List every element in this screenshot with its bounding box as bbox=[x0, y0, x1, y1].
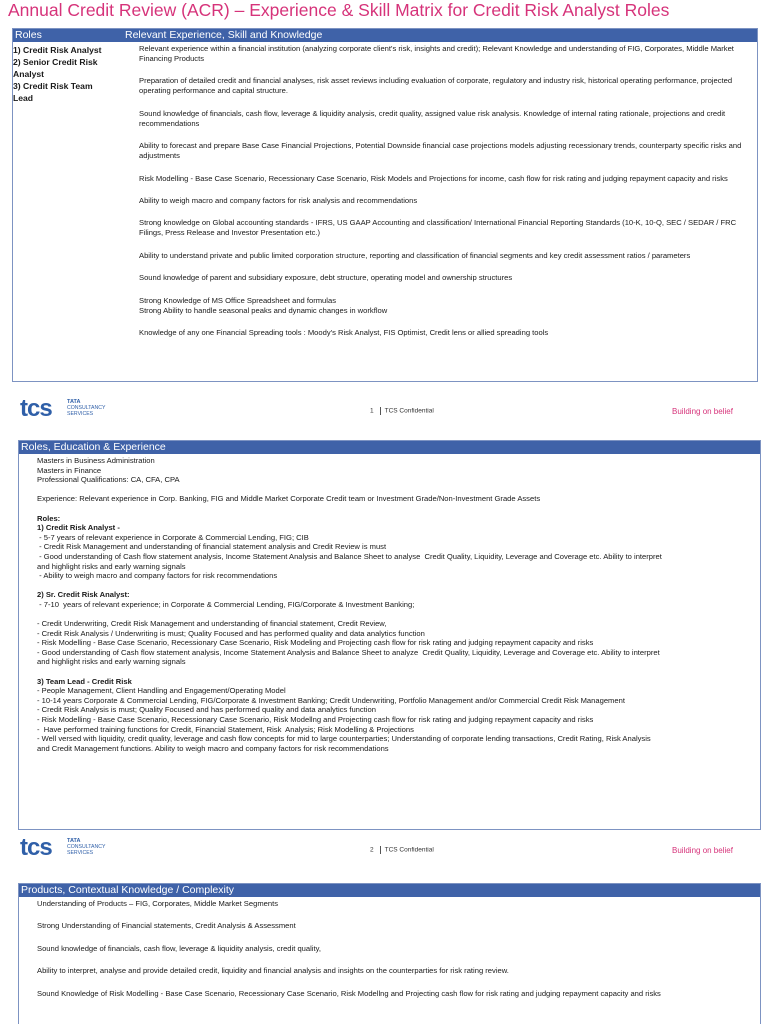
text-line: Masters in Business Administration bbox=[37, 456, 155, 465]
knowledge-item: Sound Knowledge of Risk Modelling - Base Case Scenario, Recessionary Case Scenario, Risk Modellng and Projecting cash flow for risk rating and judging repayment capacity and risks bbox=[37, 988, 661, 998]
blank-line bbox=[37, 610, 760, 620]
text-line: Masters in Finance bbox=[37, 465, 102, 475]
experience-item: Ability to understand private and public limited corporation structure, reporting and classification of financial segments and key credit assessment ratios / parameters bbox=[139, 250, 691, 260]
text-line: - Ability to weigh macro and company factors for risk recommendations bbox=[37, 571, 278, 581]
tagline: Building on belief bbox=[672, 846, 733, 855]
role-item: 3) Credit Risk Team bbox=[13, 81, 93, 91]
text-line: - Good understanding of Cash flow statement analysis, Income Statement Analysis and Balance Sheet to analyze Credit Quality, Liquidity, Leverage and Coverage etc. Ability to interpret bbox=[37, 647, 660, 657]
blank-line bbox=[37, 504, 760, 514]
experience-skill-table bbox=[12, 28, 758, 382]
text-line: - Good understanding of Cash flow statement analysis, Income Statement Analysis and Balance Sheet to analyse Credit Quality, Liquidity, Leverage and Coverage etc. Ability to interpret bbox=[37, 551, 662, 561]
role-item: 1) Credit Risk Analyst bbox=[13, 45, 102, 55]
slide-footer-2 bbox=[0, 836, 768, 860]
section-heading: Roles: bbox=[37, 513, 61, 523]
text-line: - Risk Modelling - Base Case Scenario, Recessionary Case Scenario, Risk Modellng and Projecting cash flow for risk rating and judging repayment capacity and risks bbox=[37, 715, 594, 725]
tcs-logo: tcs TATA CONSULTANCY SERVICES bbox=[20, 395, 106, 422]
text-line: - 5-7 years of relevant experience in Corporate & Commercial Lending, FIG; CIB bbox=[37, 532, 309, 542]
page-number: 1 TCS Confidential bbox=[370, 407, 434, 415]
page-number: 2 TCS Confidential bbox=[370, 846, 434, 854]
text-line: - 10-14 years Corporate & Commercial Lending, FIG/Corporate & Investment Banking; Credit Underwriting, Portfolio Management and/or Commercial Credit Risk Management bbox=[37, 695, 625, 705]
role-item: 2) Senior Credit Risk bbox=[13, 57, 98, 67]
experience-item: Strong Knowledge of MS Office Spreadsheet and formulas Strong Ability to handle seasonal peaks and dynamic changes in workflow bbox=[139, 295, 388, 315]
experience-item: Relevant experience within a financial institution (analyzing corporate client's risk, insights and credit); Relevant Knowledge and understanding of FIG, Corporates, Middle Market Financing Products bbox=[139, 44, 734, 63]
text-line: - People Management, Client Handling and Engagement/Operating Model bbox=[37, 686, 286, 696]
knowledge-item: Understanding of Products – FIG, Corporates, Middle Market Segments bbox=[37, 899, 279, 908]
text-line: and highlight risks and early warning signals bbox=[37, 657, 186, 667]
text-line: - Credit Risk Analysis is must; Quality Focused and has performed quality and data analytics function bbox=[37, 705, 376, 715]
blank-line bbox=[37, 667, 760, 677]
roles-education-content bbox=[19, 454, 760, 753]
experience-item: Sound knowledge of financials, cash flow, leverage & liquidity analysis, credit quality, assigned value risk analysis. Knowledge of internal rating rationale, projections and credit recommendations bbox=[139, 108, 726, 128]
experience-item: Knowledge of any one Financial Spreading tools : Moody's Risk Analyst, FIS Optimist, Credit lens or allied spreading tools bbox=[139, 327, 549, 337]
text-line: - Well versed with liquidity, credit quality, leverage and cash flow concepts for mid to large counterparties; Understanding of corporate lending transactions, Credit Rating, Risk Analysis bbox=[37, 734, 651, 744]
text-line: - Credit Risk Analysis / Underwriting is must; Quality Focused and has performed quality and data analytics function bbox=[37, 628, 425, 638]
tcs-logo: tcs TATA CONSULTANCY SERVICES bbox=[20, 834, 106, 861]
text-line: and Credit Management functions. Ability to weigh macro and company factors for risk recommendations bbox=[37, 743, 389, 753]
text-line: and highlight risks and early warning signals bbox=[37, 561, 186, 571]
knowledge-item: Strong Understanding of Financial statements, Credit Analysis & Assessment bbox=[37, 921, 296, 931]
slide3-header: Products, Contextual Knowledge / Complexity bbox=[19, 884, 760, 897]
experience-item: Sound knowledge of parent and subsidiary exposure, debt structure, operating model and ownership structures bbox=[139, 273, 513, 283]
experience-item: Ability to forecast and prepare Base Case Financial Projections, Potential Downside financial case projections models adjusting recessionary trends, counterparty specific risks and adjustments bbox=[139, 141, 742, 161]
text-line: - Have performed training functions for Credit, Financial Statement, Risk Analysis; Risk Modelling & Projections bbox=[37, 724, 414, 734]
table-header bbox=[13, 29, 757, 42]
text-line: - 7-10 years of relevant experience; in Corporate & Commercial Lending, FIG/Corporate & Investment Banking; bbox=[37, 599, 415, 609]
text-line: - Credit Underwriting, Credit Risk Management and understanding of financial statement, Credit Review, bbox=[37, 619, 387, 629]
experience-item: Risk Modelling - Base Case Scenario, Recessionary Case Scenario, Risk Models and Projections for income, cash flow for risk rating and judging repayment capacity and risks bbox=[139, 173, 728, 183]
section-heading: 2) Sr. Credit Risk Analyst: bbox=[37, 590, 130, 600]
text-line: Experience: Relevant experience in Corp. Banking, FIG and Middle Market Corporate Credit team or Investment Grade/Non-Investment Grade Assets bbox=[37, 494, 541, 504]
table-body bbox=[13, 42, 757, 338]
roles-list bbox=[13, 42, 122, 338]
blank-line bbox=[37, 581, 760, 591]
page-title: Annual Credit Review (ACR) – Experience & Skill Matrix for Credit Risk Analyst Roles bbox=[8, 0, 670, 20]
tagline: Building on belief bbox=[672, 407, 733, 416]
roles-column-header: Roles bbox=[15, 29, 42, 41]
experience-list bbox=[122, 42, 757, 338]
section-heading: 3) Team Lead - Credit Risk bbox=[37, 676, 132, 686]
experience-item: Preparation of detailed credit and financial analyses, risk asset reviews including evaluation of corporate, regulatory and industry risk, historical operating performance, projected operating performance and capital structure. bbox=[139, 76, 733, 96]
products-knowledge-content bbox=[19, 897, 760, 999]
knowledge-item: Sound knowledge of financials, cash flow, leverage & liquidity analysis, credit quality, bbox=[37, 943, 321, 953]
products-knowledge-slide bbox=[18, 883, 761, 1024]
experience-column-header: Relevant Experience, Skill and Knowledge bbox=[125, 29, 323, 41]
section-heading: 1) Credit Risk Analyst - bbox=[37, 523, 120, 533]
experience-item: Ability to weigh macro and company factors for risk analysis and recommendations bbox=[139, 195, 418, 205]
text-line: - Credit Risk Management and understanding of financial statement analysis and Credit Review is must bbox=[37, 542, 387, 552]
slide2-header: Roles, Education & Experience bbox=[19, 441, 760, 454]
experience-item: Strong knowledge on Global accounting standards - IFRS, US GAAP Accounting and classification/ International Financial Reporting Standards (10-K, 10-Q, SEC / SEDAR / FRC Filings, Press Release and Investor Presentation etc.) bbox=[139, 218, 737, 238]
text-line: Professional Qualifications: CA, CFA, CPA bbox=[37, 475, 180, 485]
role-item: Analyst bbox=[13, 69, 45, 79]
knowledge-item: Ability to interpret, analyse and provide detailed credit, liquidity and financial analysis and insights on the counterparties for risk rating review. bbox=[37, 966, 509, 976]
role-item: Lead bbox=[13, 93, 34, 103]
text-line: - Risk Modelling - Base Case Scenario, Recessionary Case Scenario, Risk Modeling and Projecting cash flow for risk rating and judging repayment capacity and risks bbox=[37, 638, 594, 648]
roles-education-slide bbox=[18, 440, 761, 830]
blank-line bbox=[37, 485, 760, 495]
slide-footer-1 bbox=[0, 397, 768, 421]
